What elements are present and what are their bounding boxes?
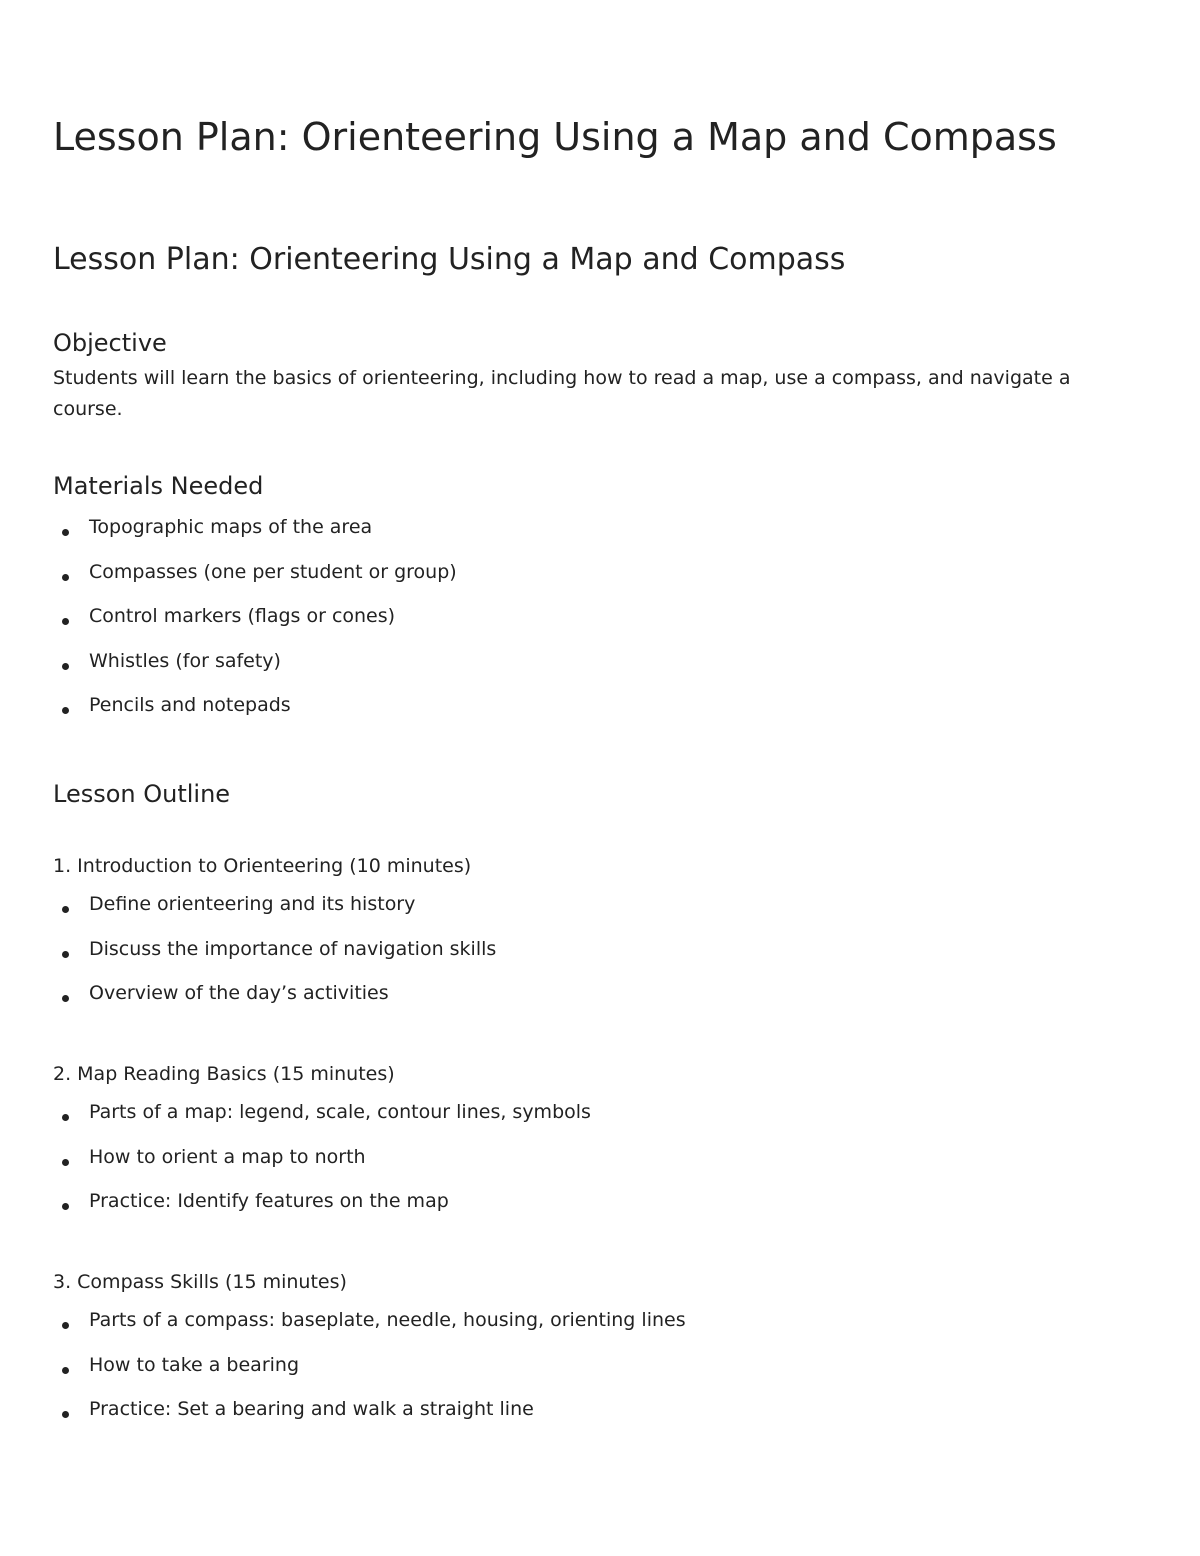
section-heading-introduction: 1. Introduction to Orienteering (10 minutes) <box>53 855 472 877</box>
bullet-dot-icon <box>62 951 69 958</box>
list-item: How to take a bearing <box>53 1352 686 1397</box>
list-item: Practice: Set a bearing and walk a straight line <box>53 1396 686 1441</box>
bullet-dot-icon <box>62 1411 69 1418</box>
objective-text: Students will learn the basics of orienteering, including how to read a map, use a compass, and navigate a course. <box>53 367 1071 420</box>
list-item: Whistles (for safety) <box>53 648 457 693</box>
bullet-dot-icon <box>62 663 69 670</box>
materials-list <box>53 514 457 737</box>
list-item: Pencils and notepads <box>53 692 457 737</box>
list-item: Topographic maps of the area <box>53 514 457 559</box>
bullet-dot-icon <box>62 618 69 625</box>
bullet-dot-icon <box>62 707 69 714</box>
bullet-dot-icon <box>62 906 69 913</box>
section-heading-map-reading: 2. Map Reading Basics (15 minutes) <box>53 1063 395 1085</box>
list-item: Control markers (flags or cones) <box>53 603 457 648</box>
list-item: Define orienteering and its history <box>53 891 496 936</box>
objective-heading: Objective <box>53 329 167 357</box>
bullet-dot-icon <box>62 574 69 581</box>
list-item: Parts of a compass: baseplate, needle, housing, orienting lines <box>53 1307 686 1352</box>
list-item: How to orient a map to north <box>53 1144 591 1189</box>
bullet-dot-icon <box>62 529 69 536</box>
bullet-dot-icon <box>62 1367 69 1374</box>
bullet-dot-icon <box>62 1114 69 1121</box>
bullet-dot-icon <box>62 1203 69 1210</box>
bullet-dot-icon <box>62 995 69 1002</box>
map-reading-list <box>53 1099 591 1233</box>
list-item: Compasses (one per student or group) <box>53 559 457 604</box>
compass-skills-list <box>53 1307 686 1441</box>
materials-heading: Materials Needed <box>53 472 264 500</box>
page-title: Lesson Plan: Orienteering Using a Map and Compass <box>53 115 1057 159</box>
list-item: Parts of a map: legend, scale, contour lines, symbols <box>53 1099 591 1144</box>
bullet-dot-icon <box>62 1159 69 1166</box>
lesson-subtitle: Lesson Plan: Orienteering Using a Map and Compass <box>53 242 846 277</box>
list-item: Overview of the day’s activities <box>53 980 496 1025</box>
list-item: Discuss the importance of navigation skills <box>53 936 496 981</box>
introduction-list <box>53 891 496 1025</box>
outline-heading: Lesson Outline <box>53 780 231 808</box>
list-item: Practice: Identify features on the map <box>53 1188 591 1233</box>
bullet-dot-icon <box>62 1322 69 1329</box>
section-heading-compass-skills: 3. Compass Skills (15 minutes) <box>53 1271 347 1293</box>
